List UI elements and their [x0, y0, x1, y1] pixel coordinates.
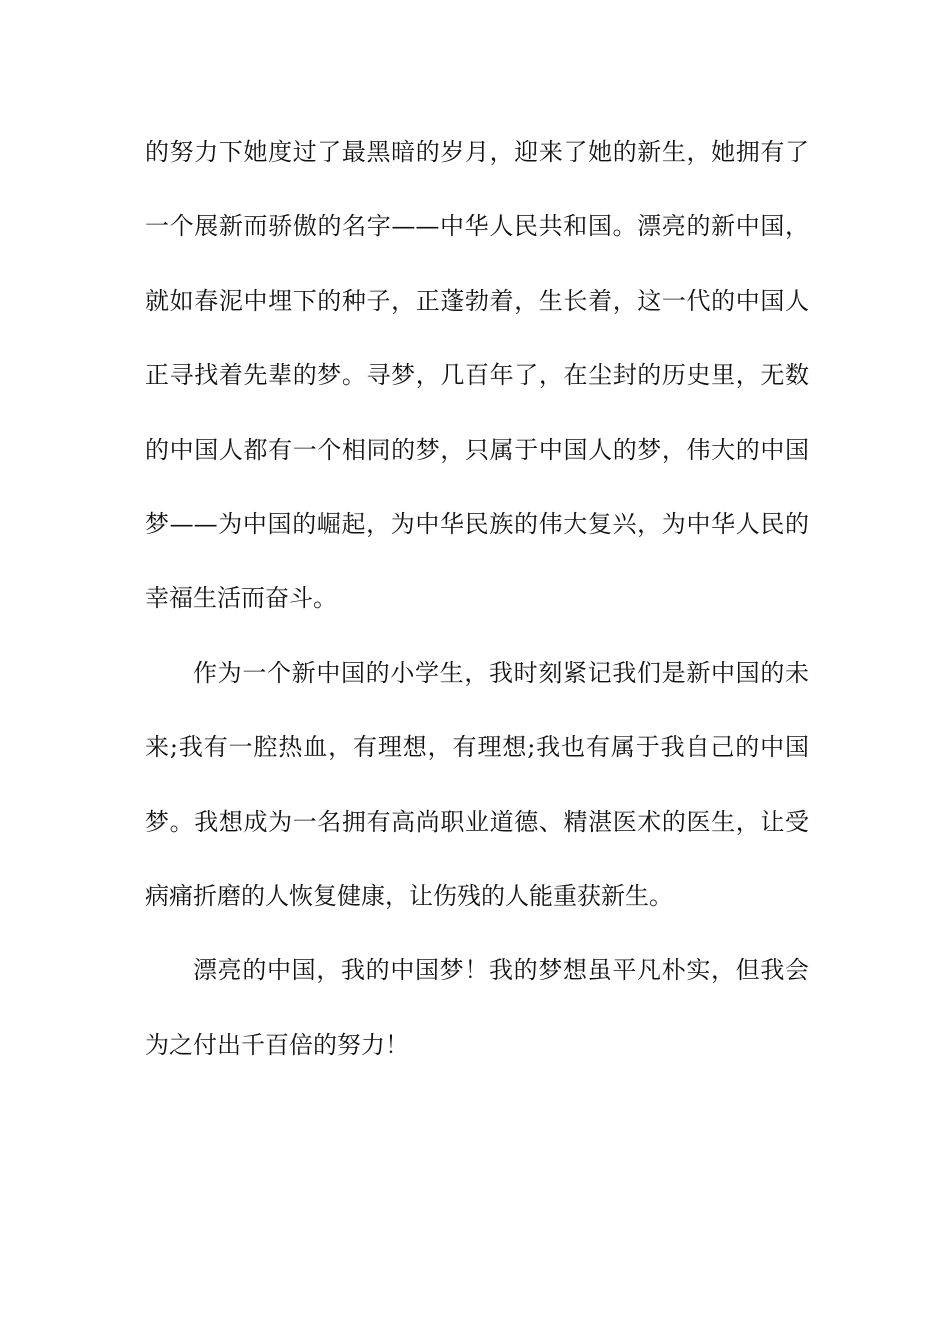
text-line: 幸福生活而奋斗。: [145, 584, 337, 613]
paragraph-1: [145, 128, 809, 649]
text-line: 的中国人都有一个相同的梦，只属于中国人的梦，伟大的中国: [145, 435, 809, 464]
text-line: 作为一个新中国的小学生，我时刻紧记我们是新中国的未: [193, 658, 809, 687]
text-line: 来;我有一腔热血，有理想，有理想;我也有属于我自己的中国: [145, 733, 809, 762]
paragraph-3: [145, 946, 809, 1095]
text-line: 为之付出千百倍的努力！: [145, 1030, 409, 1059]
text-line: 就如春泥中埋下的种子，正蓬勃着，生长着，这一代的中国人: [145, 286, 809, 315]
paragraph-2: [145, 649, 809, 947]
body-text: [145, 128, 809, 1095]
text-line: 病痛折磨的人恢复健康，让伤残的人能重获新生。: [145, 881, 673, 910]
text-line: 漂亮的中国，我的中国梦！我的梦想虽平凡朴实，但我会: [193, 956, 809, 985]
text-line: 梦。我想成为一名拥有高尚职业道德、精湛医术的医生，让受: [145, 807, 809, 836]
text-line: 梦——为中国的崛起，为中华民族的伟大复兴，为中华人民的: [145, 509, 809, 538]
text-line: 一个展新而骄傲的名字——中华人民共和国。漂亮的新中国，: [145, 212, 809, 241]
text-line: 正寻找着先辈的梦。寻梦，几百年了，在尘封的历史里，无数: [145, 361, 809, 390]
text-line: 的努力下她度过了最黑暗的岁月，迎来了她的新生，她拥有了: [145, 138, 809, 166]
